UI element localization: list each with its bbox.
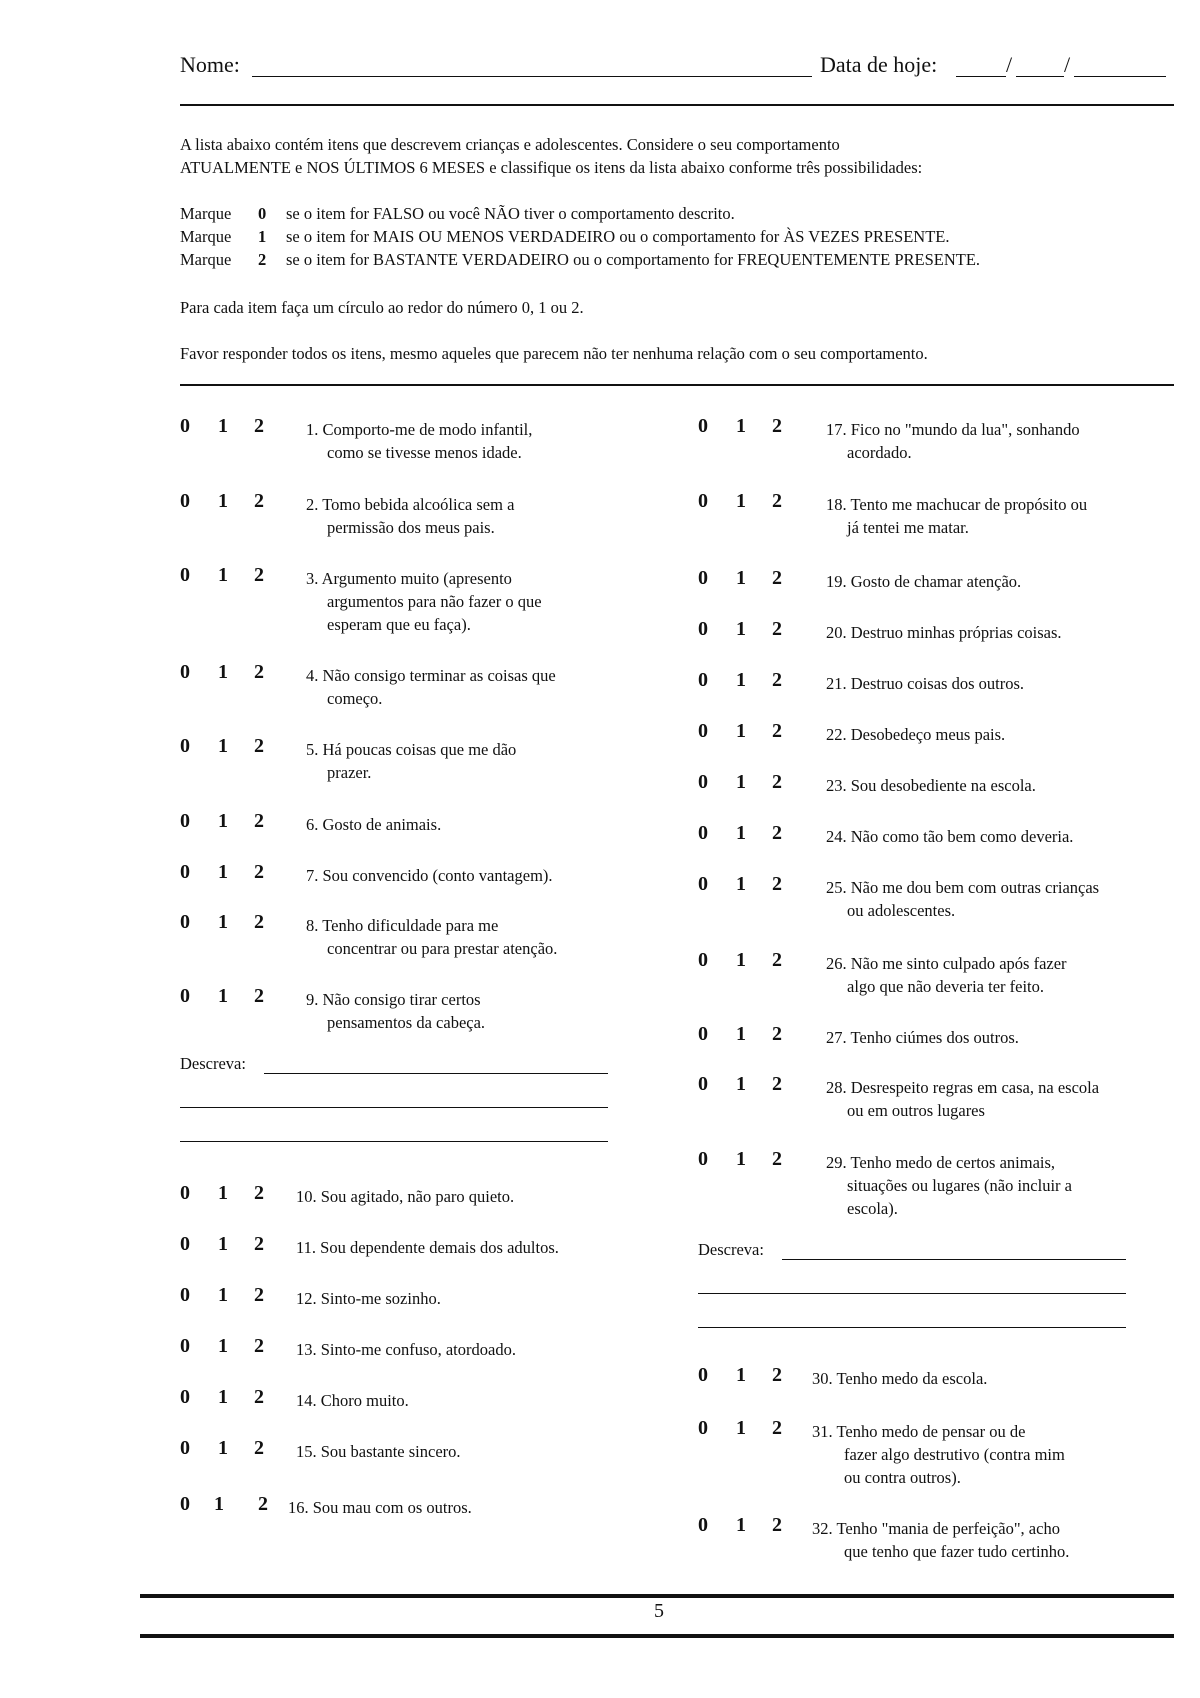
response-option-2[interactable]: 2	[772, 1073, 782, 1095]
response-option-2[interactable]: 2	[772, 771, 782, 793]
response-option-0[interactable]: 0	[180, 1335, 190, 1357]
question-item	[812, 1367, 987, 1390]
question-item	[306, 493, 514, 539]
response-option-0[interactable]: 0	[180, 1493, 190, 1515]
question-item	[288, 1496, 472, 1519]
scale-prefix: Marque	[180, 204, 232, 223]
question-text: 30. Tenho medo da escola.	[812, 1369, 988, 1388]
question-text: ou adolescentes.	[847, 901, 956, 920]
date-separator: /	[1006, 52, 1013, 77]
describe-line[interactable]	[264, 1073, 608, 1074]
response-option-1[interactable]: 1	[218, 1182, 228, 1204]
question-item	[826, 493, 1087, 539]
describe-line[interactable]	[180, 1141, 608, 1142]
question-item	[826, 825, 1073, 848]
response-option-1[interactable]: 1	[736, 1514, 746, 1536]
question-text: concentrar ou para prestar atenção.	[327, 939, 558, 958]
response-option-1[interactable]: 1	[218, 415, 228, 437]
scale-row-2	[180, 248, 980, 271]
response-option-1[interactable]: 1	[736, 771, 746, 793]
response-option-2[interactable]: 2	[772, 618, 782, 640]
response-option-2[interactable]: 2	[772, 1364, 782, 1386]
question-item	[826, 876, 1099, 922]
date-day-line[interactable]	[956, 76, 1006, 77]
question-text: 1. Comporto-me de modo infantil,	[306, 420, 533, 439]
question-text: 24. Não como tão bem como deveria.	[826, 827, 1074, 846]
response-option-1[interactable]: 1	[218, 490, 228, 512]
describe-label: Descreva:	[698, 1240, 764, 1259]
response-option-1[interactable]: 1	[218, 564, 228, 586]
response-option-1[interactable]: 1	[736, 873, 746, 895]
scale-text: se o item for BASTANTE VERDADEIRO ou o comportamento for FREQUENTEMENTE PRESENTE.	[286, 250, 981, 269]
question-text: começo.	[327, 689, 383, 708]
scale-row-1	[180, 225, 949, 248]
response-option-1[interactable]: 1	[736, 949, 746, 971]
question-item	[306, 864, 553, 887]
question-text: como se tivesse menos idade.	[327, 443, 522, 462]
response-option-2[interactable]: 2	[254, 735, 264, 757]
response-option-1[interactable]: 1	[218, 1335, 228, 1357]
scale-prefix: Marque	[180, 227, 232, 246]
question-text: 7. Sou convencido (conto vantagem).	[306, 866, 553, 885]
question-text: 19. Gosto de chamar atenção.	[826, 572, 1022, 591]
response-option-2[interactable]: 2	[772, 949, 782, 971]
question-text: 23. Sou desobediente na escola.	[826, 776, 1036, 795]
response-option-2[interactable]: 2	[254, 1386, 264, 1408]
response-option-2[interactable]: 2	[772, 415, 782, 437]
question-item	[306, 567, 542, 636]
response-option-2[interactable]: 2	[254, 1284, 264, 1306]
question-item	[296, 1287, 441, 1310]
question-text: 13. Sinto-me confuso, atordoado.	[296, 1340, 516, 1359]
scale-number: 1	[258, 227, 267, 246]
question-text: prazer.	[327, 763, 372, 782]
question-text: 20. Destruo minhas próprias coisas.	[826, 623, 1062, 642]
question-item	[826, 1076, 1099, 1122]
response-option-1[interactable]: 1	[218, 1284, 228, 1306]
question-item	[296, 1338, 516, 1361]
response-option-0[interactable]: 0	[698, 720, 708, 742]
question-text: argumentos para não fazer o que	[327, 592, 542, 611]
response-option-0[interactable]: 0	[180, 1233, 190, 1255]
question-item	[296, 1440, 461, 1463]
response-option-1[interactable]: 1	[736, 1417, 746, 1439]
question-text: 22. Desobedeço meus pais.	[826, 725, 1006, 744]
question-text: 29. Tenho medo de certos animais,	[826, 1153, 1056, 1172]
response-option-2[interactable]: 2	[772, 490, 782, 512]
response-option-0[interactable]: 0	[698, 822, 708, 844]
question-text: já tentei me matar.	[847, 518, 969, 537]
response-option-1[interactable]: 1	[218, 1233, 228, 1255]
response-option-1[interactable]: 1	[736, 490, 746, 512]
response-option-0[interactable]: 0	[180, 911, 190, 933]
response-option-2[interactable]: 2	[254, 564, 264, 586]
response-option-2[interactable]: 2	[254, 1182, 264, 1204]
response-option-1[interactable]: 1	[218, 735, 228, 757]
response-option-0[interactable]: 0	[180, 861, 190, 883]
question-text: 16. Sou mau com os outros.	[288, 1498, 472, 1517]
question-text: 32. Tenho "mania de perfeição", acho	[812, 1519, 1060, 1538]
response-option-1[interactable]: 1	[214, 1493, 224, 1515]
name-input-line[interactable]	[252, 76, 812, 77]
response-option-1[interactable]: 1	[218, 810, 228, 832]
response-option-1[interactable]: 1	[218, 911, 228, 933]
response-option-0[interactable]: 0	[698, 1417, 708, 1439]
question-item	[826, 723, 1005, 746]
question-text: 18. Tento me machucar de propósito ou	[826, 495, 1088, 514]
response-option-0[interactable]: 0	[698, 567, 708, 589]
name-label: Nome:	[180, 52, 240, 77]
response-option-0[interactable]: 0	[180, 415, 190, 437]
response-option-0[interactable]: 0	[698, 1148, 708, 1170]
question-text: 3. Argumento muito (apresento	[306, 569, 512, 588]
response-option-2[interactable]: 2	[772, 669, 782, 691]
question-text: 10. Sou agitado, não paro quieto.	[296, 1187, 515, 1206]
date-separator: /	[1064, 52, 1071, 77]
question-item	[826, 952, 1067, 998]
response-option-0[interactable]: 0	[698, 618, 708, 640]
response-option-0[interactable]: 0	[698, 873, 708, 895]
divider	[180, 384, 1174, 386]
response-option-2[interactable]: 2	[772, 1023, 782, 1045]
response-option-0[interactable]: 0	[698, 1514, 708, 1536]
divider	[180, 104, 1174, 106]
describe-label: Descreva:	[180, 1054, 246, 1073]
question-text: ou em outros lugares	[847, 1101, 985, 1120]
response-option-2[interactable]: 2	[772, 1417, 782, 1439]
response-option-2[interactable]: 2	[254, 985, 264, 1007]
question-item	[826, 1151, 1072, 1220]
scale-text: se o item for MAIS OU MENOS VERDADEIRO ou o comportamento for ÀS VEZES PRESENTE.	[286, 227, 950, 246]
question-text: 31. Tenho medo de pensar ou de	[812, 1422, 1026, 1441]
describe-line[interactable]	[782, 1259, 1126, 1260]
response-option-1[interactable]: 1	[736, 567, 746, 589]
question-item	[306, 418, 532, 464]
question-item	[306, 914, 557, 960]
question-item	[826, 418, 1080, 464]
response-option-2[interactable]: 2	[254, 1233, 264, 1255]
question-item	[812, 1420, 1065, 1489]
response-option-0[interactable]: 0	[180, 564, 190, 586]
response-option-2[interactable]: 2	[772, 720, 782, 742]
response-option-0[interactable]: 0	[698, 490, 708, 512]
question-text: 25. Não me dou bem com outras crianças	[826, 878, 1100, 897]
question-item	[826, 774, 1036, 797]
question-text: 28. Desrespeito regras em casa, na escola	[826, 1078, 1100, 1097]
date-label: Data de hoje:	[820, 52, 938, 77]
question-text: situações ou lugares (não incluir a	[847, 1176, 1072, 1195]
response-option-2[interactable]: 2	[258, 1493, 268, 1515]
response-option-1[interactable]: 1	[736, 1364, 746, 1386]
scale-text: se o item for FALSO ou você NÃO tiver o comportamento descrito.	[286, 204, 735, 223]
response-option-0[interactable]: 0	[180, 1386, 190, 1408]
question-item	[306, 813, 441, 836]
question-item	[296, 1236, 559, 1259]
response-option-2[interactable]: 2	[254, 861, 264, 883]
response-option-0[interactable]: 0	[180, 1437, 190, 1459]
scale-prefix: Marque	[180, 250, 232, 269]
footer-rule	[140, 1594, 1174, 1598]
question-text: 9. Não consigo tirar certos	[306, 990, 481, 1009]
response-option-1[interactable]: 1	[736, 1073, 746, 1095]
question-item	[306, 738, 516, 784]
response-option-1[interactable]: 1	[736, 822, 746, 844]
instructions-line-1: A lista abaixo contém itens que descrevem crianças e adolescentes. Considere o seu comportamento	[180, 135, 840, 154]
response-option-0[interactable]: 0	[698, 1023, 708, 1045]
question-text: 4. Não consigo terminar as coisas que	[306, 666, 556, 685]
response-option-2[interactable]: 2	[254, 490, 264, 512]
question-item	[306, 988, 485, 1034]
response-option-0[interactable]: 0	[180, 735, 190, 757]
question-text: algo que não deveria ter feito.	[847, 977, 1044, 996]
response-option-0[interactable]: 0	[180, 810, 190, 832]
scale-number: 0	[258, 204, 267, 223]
response-option-1[interactable]: 1	[218, 1437, 228, 1459]
response-option-2[interactable]: 2	[254, 661, 264, 683]
response-option-2[interactable]: 2	[254, 1437, 264, 1459]
scale-row-0	[180, 202, 735, 225]
instructions-answer-all: Favor responder todos os itens, mesmo aqueles que parecem não ter nenhuma relação com o seu comportamento.	[180, 344, 928, 363]
question-text: 27. Tenho ciúmes dos outros.	[826, 1028, 1019, 1047]
question-text: 21. Destruo coisas dos outros.	[826, 674, 1024, 693]
question-item	[826, 621, 1062, 644]
date-month-line[interactable]	[1016, 76, 1064, 77]
question-text: esperam que eu faça).	[327, 615, 471, 634]
question-text: 12. Sinto-me sozinho.	[296, 1289, 441, 1308]
question-text: 17. Fico no "mundo da lua", sonhando	[826, 420, 1080, 439]
response-option-2[interactable]: 2	[772, 567, 782, 589]
question-item	[296, 1185, 514, 1208]
response-option-0[interactable]: 0	[698, 669, 708, 691]
response-option-1[interactable]: 1	[736, 618, 746, 640]
question-text: fazer algo destrutivo (contra mim	[844, 1445, 1065, 1464]
question-item	[826, 1026, 1019, 1049]
response-option-0[interactable]: 0	[698, 771, 708, 793]
response-option-0[interactable]: 0	[180, 985, 190, 1007]
question-text: permissão dos meus pais.	[327, 518, 495, 537]
describe-line[interactable]	[698, 1293, 1126, 1294]
date-year-line[interactable]	[1074, 76, 1166, 77]
question-item	[296, 1389, 409, 1412]
describe-line[interactable]	[698, 1327, 1126, 1328]
response-option-1[interactable]: 1	[736, 720, 746, 742]
question-text: escola).	[847, 1199, 898, 1218]
response-option-2[interactable]: 2	[254, 911, 264, 933]
question-text: ou contra outros).	[844, 1468, 961, 1487]
response-option-1[interactable]: 1	[736, 1148, 746, 1170]
question-text: acordado.	[847, 443, 912, 462]
response-option-1[interactable]: 1	[736, 1023, 746, 1045]
response-option-0[interactable]: 0	[698, 1073, 708, 1095]
response-option-0[interactable]: 0	[180, 490, 190, 512]
response-option-0[interactable]: 0	[698, 949, 708, 971]
response-option-1[interactable]: 1	[218, 661, 228, 683]
response-option-1[interactable]: 1	[218, 861, 228, 883]
question-text: 11. Sou dependente demais dos adultos.	[296, 1238, 559, 1257]
question-item	[826, 570, 1021, 593]
response-option-0[interactable]: 0	[698, 415, 708, 437]
response-option-0[interactable]: 0	[180, 661, 190, 683]
response-option-0[interactable]: 0	[180, 1284, 190, 1306]
page-number: 5	[654, 1600, 664, 1622]
question-item	[812, 1517, 1069, 1563]
describe-line[interactable]	[180, 1107, 608, 1108]
footer-rule	[140, 1634, 1174, 1638]
response-option-2[interactable]: 2	[254, 810, 264, 832]
instructions-line-2: ATUALMENTE e NOS ÚLTIMOS 6 MESES e classifique os itens da lista abaixo conforme três possibilidades:	[180, 158, 923, 177]
question-text: 5. Há poucas coisas que me dão	[306, 740, 517, 759]
response-option-1[interactable]: 1	[736, 415, 746, 437]
response-option-1[interactable]: 1	[736, 669, 746, 691]
instructions-circle-note: Para cada item faça um círculo ao redor do número 0, 1 ou 2.	[180, 298, 584, 317]
question-item	[306, 664, 556, 710]
response-option-2[interactable]: 2	[772, 873, 782, 895]
response-option-2[interactable]: 2	[772, 1514, 782, 1536]
response-option-2[interactable]: 2	[254, 1335, 264, 1357]
scale-number: 2	[258, 250, 267, 269]
question-text: 15. Sou bastante sincero.	[296, 1442, 461, 1461]
response-option-1[interactable]: 1	[218, 1386, 228, 1408]
question-text: 2. Tomo bebida alcoólica sem a	[306, 495, 515, 514]
question-text: 8. Tenho dificuldade para me	[306, 916, 499, 935]
question-text: 6. Gosto de animais.	[306, 815, 442, 834]
response-option-2[interactable]: 2	[772, 822, 782, 844]
response-option-2[interactable]: 2	[772, 1148, 782, 1170]
question-text: 14. Choro muito.	[296, 1391, 409, 1410]
question-text: pensamentos da cabeça.	[327, 1013, 486, 1032]
question-text: 26. Não me sinto culpado após fazer	[826, 954, 1067, 973]
question-item	[826, 672, 1024, 695]
response-option-0[interactable]: 0	[698, 1364, 708, 1386]
response-option-2[interactable]: 2	[254, 415, 264, 437]
question-text: que tenho que fazer tudo certinho.	[844, 1542, 1070, 1561]
response-option-0[interactable]: 0	[180, 1182, 190, 1204]
response-option-1[interactable]: 1	[218, 985, 228, 1007]
